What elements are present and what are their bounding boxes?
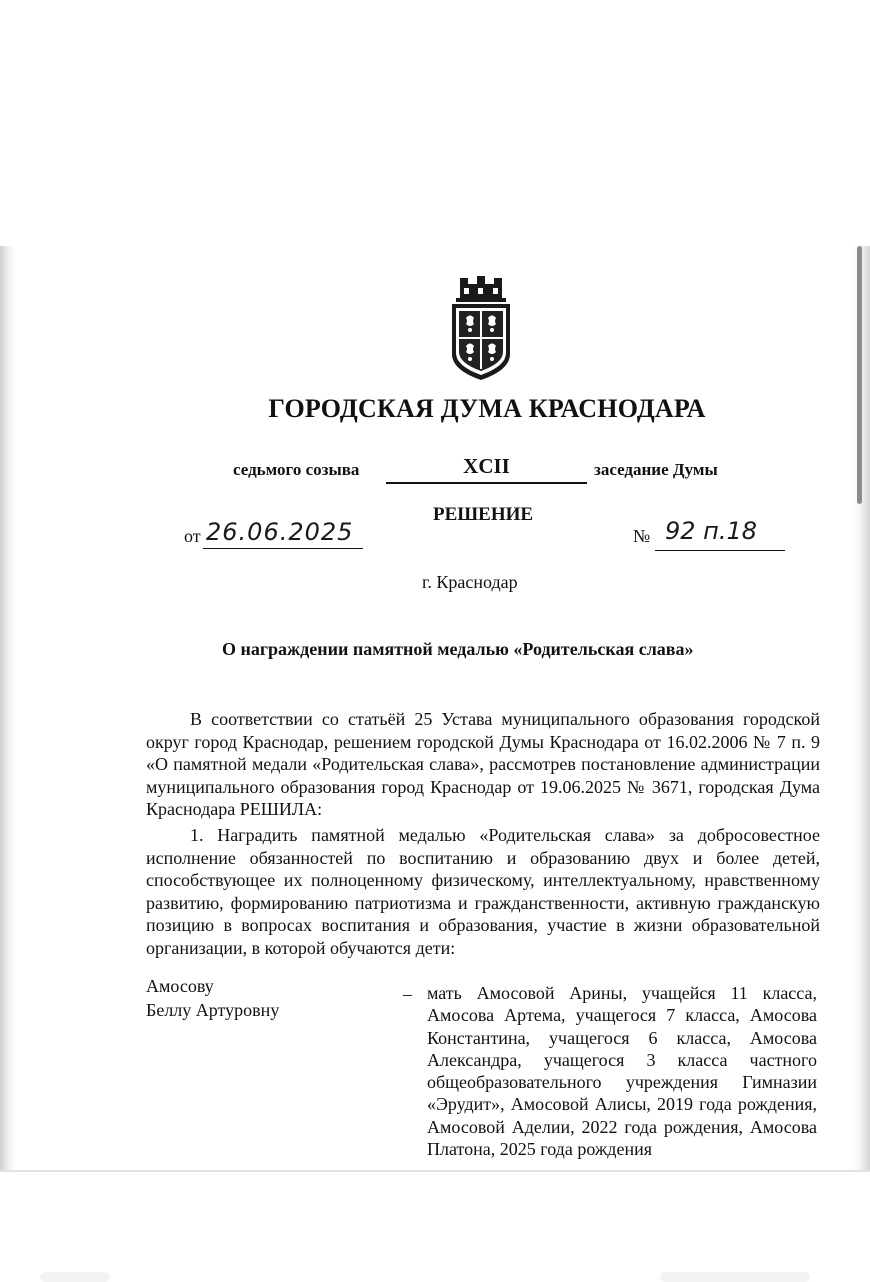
- page-bottom-edge: [0, 1170, 870, 1172]
- number-underline: [655, 550, 785, 551]
- document-title: ГОРОДСКАЯ ДУМА КРАСНОДАРА: [268, 394, 706, 423]
- awardee-dash: –: [403, 984, 412, 1004]
- preamble-paragraph: В соответствии со статьёй 25 Устава муниципального образования городской округ город Краснодар, решением городской Думы Краснодара от 16.02.2006 № 7 п. 9 «О памятной медали «Родительская слава», рассмотрев постановление администрации муниципального образования город Краснодар от 19.06.2025 № 3671, городская Дума Краснодара РЕШИЛА:: [146, 709, 820, 819]
- awardee-description: мать Амосовой Арины, учащейся 11 класса, Амосова Артема, учащегося 7 класса, Амосова Константина, учащегося 6 класса, Амосова Александра, учащегося 3 класса частного общеобразовательного учреждения Гимназии «Эрудит», Амосовой Алисы, 2019 года рождения, Амосовой Аделии, 2022 года рождения, Амосова Платона, 2025 года рождения: [427, 983, 817, 1160]
- decision-subject: О награждении памятной медалью «Родительская слава»: [222, 639, 694, 659]
- meeting-label: заседание Думы: [594, 460, 718, 479]
- award-paragraph: 1. Наградить памятной медалью «Родительская слава» за добросовестное исполнение обязанностей по воспитанию и образованию двух и более детей, способствующее их полноценному физическому, интеллектуальному, нравственному развитию, формированию патриотизма и гражданственности, активную гражданскую позицию в вопросах воспитания и образования, участие в жизни образовательной организации, в которой обучаются дети:: [146, 825, 820, 958]
- convocation-label: седьмого созыва: [233, 460, 360, 479]
- bottom-control-left: [40, 1272, 110, 1282]
- awardee-name: [146, 974, 279, 1022]
- date-prefix: от: [184, 526, 201, 546]
- decision-heading: РЕШЕНИЕ: [433, 504, 534, 525]
- handwritten-date: 26.06.2025: [206, 518, 354, 546]
- handwritten-number: 92 п.18: [665, 517, 758, 545]
- document-page: [0, 246, 870, 1172]
- session-underline: [386, 482, 587, 484]
- bottom-control-right: [660, 1272, 810, 1282]
- page-left-edge: [0, 246, 16, 1172]
- date-underline: [203, 548, 363, 549]
- session-number: XCII: [463, 454, 510, 478]
- awardee-surname: Амосову: [146, 976, 214, 996]
- scrollbar-thumb[interactable]: [857, 246, 862, 504]
- krasnodar-coat-of-arms-icon: [446, 276, 516, 384]
- awardee-given-names: Беллу Артуровну: [146, 1000, 280, 1020]
- city-label: г. Краснодар: [422, 572, 518, 592]
- number-prefix: №: [633, 526, 651, 546]
